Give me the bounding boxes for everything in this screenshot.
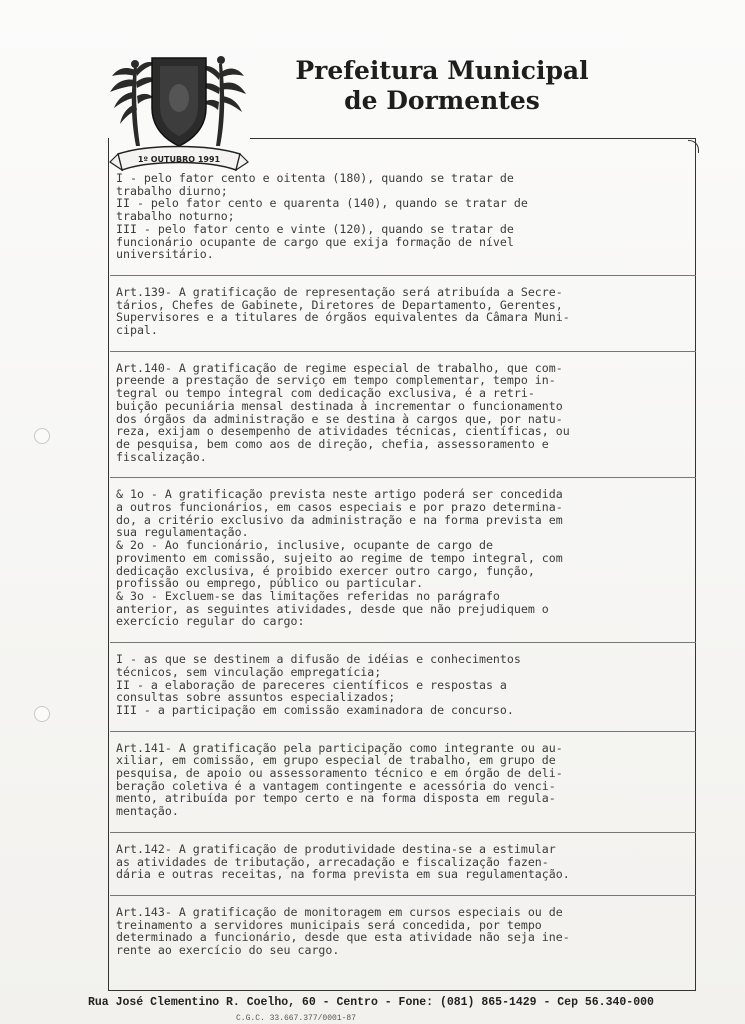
document-body	[116, 172, 690, 957]
paragraph-inciso: I - pelo fator cento e oitenta (180), quando se tratar de trabalho diurno; II - pelo fator cento e quarenta (140), quando se tratar de trabalho noturno; III - pelo fator cento e vinte (120), quando se tratar de funcionário ocupante de cargo que exija formação de nível universitário.	[116, 171, 528, 262]
title-line-1: Prefeitura Municipal	[295, 56, 589, 85]
paragraph-art-140-paragraphs: & 1o - A gratificação prevista neste artigo poderá ser concedida a outros funcionários, em casos especiais e por prazo determina- do, a critério exclusivo da administração e na forma prevista em sua regulamentação. & 2o - Ao funcionário, inclusive, ocupante de cargo de provimento em comissão, sujeito ao regime de tempo integral, com dedicação exclusiva, é proibido exercer outro cargo, função, profissão ou emprego, público ou particular. & 3o - Excluem-se das limitações referidas no parágrafo anterior, as seguintes atividades, desde que não prejudiquem o exercício regular do cargo:	[116, 487, 563, 629]
paragraph-art-141: Art.141- A gratificação pela participação como integrante ou au- xiliar, em comissão, em grupo especial de trabalho, em grupo de pesquisa, de apoio ou assessoramento técnico e em órgão de deli- beração coletiva é a vantagem contingente e acessória do venci- mento, atribuída por tempo certo e na forma disposta em regula- mentação.	[116, 740, 563, 819]
section-divider	[110, 731, 696, 732]
page-title	[262, 56, 622, 116]
paragraph-art-142: Art.142- A gratificação de produtividade destina-se a estimular as atividades de tributação, arrecadação e fiscalização fazen- dária e outras receitas, na forma prevista em sua regulamentação.	[116, 841, 570, 882]
section-divider	[110, 351, 696, 352]
footer-cgc: C.G.C. 33.667.377/0001-87	[236, 1014, 357, 1023]
frame-top-line	[250, 138, 696, 139]
section-divider	[110, 275, 696, 276]
section-divider	[110, 832, 696, 833]
paragraph-art-140: Art.140- A gratificação de regime especial de trabalho, que com- preende a prestação de serviço em tempo complementar, tempo in- tegral ou tempo integral com dedicação exclusiva, é a retri- buição pecuniária mensal destinada à incrementar o funcionamento dos órgãos da administração e se destina à cargos que, por natu- reza, exijam o desempenho de atividades técnicas, científicas, ou de pesquisa, bem como aos de direção, chefia, assessoramento e fiscalização.	[116, 360, 570, 464]
punch-hole-bottom	[34, 706, 50, 722]
section-divider	[110, 477, 696, 478]
paragraph-activities-list: I - as que se destinem a difusão de idéias e conhecimentos técnicos, sem vinculação empregatícia; II - a elaboração de pareceres científicos e respostas a consultas sobre assuntos especializados; III - a participação em comissão examinadora de concurso.	[116, 652, 521, 717]
section-divider	[110, 895, 696, 896]
paragraph-art-139: Art.139- A gratificação de representação será atribuída a Secre- tários, Chefes de Gabinete, Diretores de Departamento, Gerentes, Supervisores e a titulares de órgãos equivalentes da Câmara Muni- cipal.	[116, 284, 570, 338]
paragraph-art-143: Art.143- A gratificação de monitoragem em cursos especiais ou de treinamento a servidores municipais será concedida, por tempo determinado a funcionário, desde que esta atividade não seja ine- rente ao exercício do seu cargo.	[116, 904, 570, 958]
crest-ribbon-text: 1º OUTUBRO 1991	[137, 155, 221, 164]
section-divider	[110, 642, 696, 643]
footer-address: Rua José Clementino R. Coelho, 60 - Centro - Fone: (081) 865-1429 - Cep 56.340-000	[88, 996, 654, 1009]
punch-hole-top	[34, 428, 50, 444]
title-line-2: de Dormentes	[344, 86, 540, 115]
